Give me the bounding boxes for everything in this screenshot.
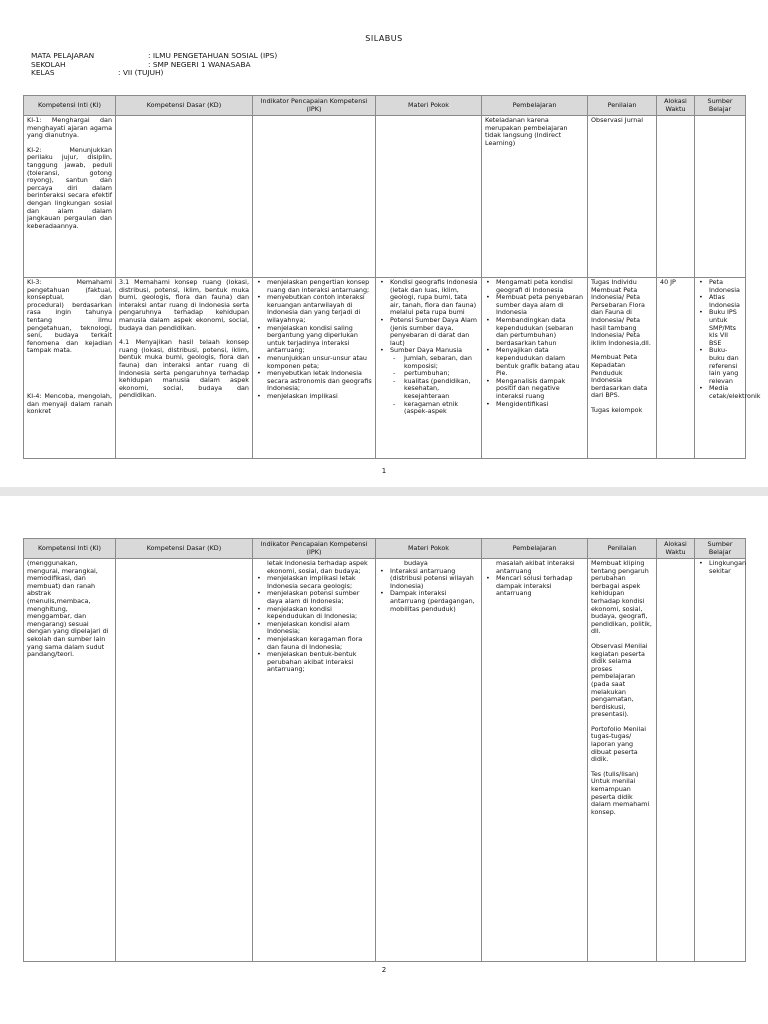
ki-2-text: KI-2: Menunjukkan perilaku jujur, disiplin, tanggung jawab, peduli (toleransi, gotong royong), santun dan percaya diri dalam berinteraksi secara efektif dengan lingkungan sosial dan alam dalam jangkauan pergaulan dan keberadaannya.: [27, 145, 112, 230]
header-ipk: Indikator Pencapaian Kompetensi (IPK): [253, 539, 376, 559]
pembelajaran-text: Keteladanan karena merupakan pembelajaran tidak langsung (Indirect Learning): [485, 116, 568, 147]
list-item: • menjelaskan implikasi: [267, 393, 372, 401]
cell-penilaian: [588, 116, 657, 278]
list-item-text: Sumber Daya Manusia: [390, 346, 463, 355]
ki-4-continued-text: (menggunakan, mengurai, merangkai, memodifikasi, dan membuat) dan ranah abstrak (menulis,membaca, menghitung, menggambar, dan mengarang) sesuai dengan yang dipelajari di sekolah dan sumber lain yang sama dalam sudut pandang/teori.: [27, 559, 109, 659]
cell-ipk: [253, 116, 376, 278]
meta-value: : SMP NEGERI 1 WANASABA: [148, 59, 251, 69]
cell-ipk: [253, 278, 376, 459]
header-kd: Kompetensi Dasar (KD): [116, 96, 253, 116]
list-item: • menjelaskan bentuk-bentuk perubahan akibat interaksi antarruang;: [267, 651, 372, 674]
cell-sumber: [695, 278, 761, 459]
meta-value: : VII (TUJUH): [118, 68, 164, 77]
ipk-continued-text: letak Indonesia terhadap aspek ekonomi, sosial, dan budaya;: [267, 559, 368, 575]
pembelajaran-continued-text: masalah akibat interaksi antarruang: [496, 559, 575, 575]
list-item: • menjelaskan kondisi kependudukan di Indonesia;: [267, 606, 372, 621]
list-item: • Buku IPS untuk SMP/Mts kls VII BSE: [709, 309, 742, 347]
materi-list: [379, 568, 478, 614]
list-item: • Mencari solusi terhadap dampak interaksi antarruang: [496, 575, 584, 598]
alokasi-text: 40 JP: [660, 278, 676, 286]
materi-continued-text: budaya: [404, 559, 428, 567]
penilaian-text: Portofolio Menilai tugas-tugas/ laporan yang dibuat peserta didik.: [591, 724, 646, 764]
ki-4-text: KI-4: Mencoba, mengolah, dan menyaji dalam ranah konkret: [27, 391, 112, 416]
cell-pembelajaran: [482, 559, 588, 962]
meta-key: KELAS: [31, 68, 55, 77]
list-item: • Peta Indonesia: [709, 279, 742, 294]
penilaian-text: Observasi Jurnal: [591, 116, 644, 124]
list-item: • Membuat peta penyebaran sumber daya alam di Indonesia: [496, 294, 584, 317]
meta-row: [31, 69, 277, 78]
list-item: • menyebutkan contoh interaksi keruangan antarwilayah di Indonesia dan yang terjadi di wilayahnya;: [267, 294, 372, 324]
sumber-list: [698, 278, 761, 401]
syllabus-table-page-1: [23, 95, 761, 459]
list-item: • Mengamati peta kondisi geografi di Indonesia: [496, 279, 584, 294]
penilaian-text: Tes (tulis/lisan) Untuk menilai kemampuan peserta didik dalam memahami konsep.: [591, 769, 650, 816]
page-number: 2: [381, 966, 387, 974]
table-header-row: [24, 539, 746, 559]
cell-alokasi: [657, 116, 695, 278]
cell-kd: [116, 116, 253, 278]
penilaian-text: Tugas Individu Membuat Peta Indonesia/ Peta Persebaran Flora dan Fauna di Indonesia/ Peta hasil tambang Indonesia/ Peta iklim Indonesia,dll.: [591, 278, 651, 347]
header-sumber: Sumber Belajar: [695, 539, 746, 559]
list-item: • Dampak interaksi antarruang (perdagangan, mobilitas penduduk): [390, 590, 478, 613]
document-meta: [31, 52, 277, 78]
table-header-row: [24, 96, 746, 116]
syllabus-table-page-2: [23, 538, 746, 962]
materi-sub-list: [390, 355, 478, 416]
meta-key: MATA PELAJARAN: [31, 51, 95, 60]
meta-value: : ILMU PENGETAHUAN SOSIAL (IPS): [148, 51, 278, 60]
list-item: • Atlas Indonesia: [709, 294, 742, 309]
list-item: • menjelaskan kondisi alam Indonesia;: [267, 621, 372, 636]
list-item: • menjelaskan pengertian konsep ruang dan interaksi antarruang;: [267, 279, 372, 294]
list-item: • menunjukkan unsur-unsur atau komponen peta;: [267, 355, 372, 370]
cell-ki: [24, 116, 116, 278]
list-item: • Kondisi geografis Indonesia (letak dan luas, iklim, geologi, rupa bumi, tata air, tanah, flora dan fauna) melalui peta rupa bumi: [390, 279, 478, 317]
header-penilaian: Penilaian: [588, 539, 657, 559]
cell-kd: [116, 559, 253, 962]
ki-3-text: KI-3: Memahami pengetahuan (faktual, konseptual, dan procedural) berdasarkan rasa ingin tahunya tentang ilmu pengetahuan, teknologi, seni, budaya terkait fenomena dan kejadian tampak mata.: [27, 278, 112, 355]
page-number: 1: [381, 467, 387, 475]
list-item: • menjelaskan potensi sumber daya alam di Indonesia;: [267, 590, 372, 605]
header-materi: Materi Pokok: [376, 96, 482, 116]
header-ki: Kompetensi Inti (KI): [24, 539, 116, 559]
cell-alokasi: [657, 278, 695, 459]
penilaian-text: Tugas kelompok: [591, 405, 643, 414]
cell-penilaian: [588, 278, 657, 459]
table-row: [24, 116, 746, 278]
list-item: • Menyajikan data kependudukan dalam bentuk grafik batang atau Pie.: [496, 347, 584, 377]
ipk-list: [256, 575, 372, 674]
ipk-list: [256, 279, 372, 401]
header-pembelajaran: Pembelajaran: [482, 539, 588, 559]
list-item: • Media cetak/elektronik: [709, 385, 742, 400]
header-materi: Materi Pokok: [376, 539, 482, 559]
header-alokasi: Alokasi Waktu: [657, 539, 695, 559]
header-ipk: Indikator Pencapaian Kompetensi (IPK): [253, 96, 376, 116]
list-item: • Buku-buku dan referensi lain yang relevan: [709, 347, 742, 385]
table-row: [24, 559, 746, 962]
header-ki: Kompetensi Inti (KI): [24, 96, 116, 116]
sub-list-item: - keragaman etnik (aspek-aspek: [404, 401, 478, 416]
list-item: • Interaksi antarruang (distribusi potensi wilayah Indonesia): [390, 568, 478, 591]
list-item: • Potensi Sumber Daya Alam (jenis sumber daya, penyebaran di darat dan laut): [390, 317, 478, 347]
pembelajaran-list: [485, 279, 584, 408]
materi-list: [379, 279, 478, 416]
meta-key: SEKOLAH: [31, 59, 66, 69]
list-item: • menjelaskan kondisi saling bergantung yang diperlukan untuk terjadinya interaksi antarruang;: [267, 325, 372, 355]
header-alokasi: Alokasi Waktu: [657, 96, 695, 116]
list-item: • Menganalisis dampak positif dan negative interaksi ruang: [496, 378, 584, 401]
kd-4-1-text: 4.1 Menyajikan hasil telaah konsep ruang (lokasi, distribusi, potensi, iklim, bentuk muka bumi, geologis, flora dan fauna) dan interaksi antar ruang di Indonesia serta pengaruhnya terhadap kehidupan manusia dalam aspek ekonomi, social, budaya dan pendidikan.: [119, 338, 249, 400]
document-page-2: [0, 496, 768, 1024]
cell-penilaian: [588, 559, 657, 962]
list-item: • menyebutkan letak Indonesia secara astronomis dan geografis Indonesia;: [267, 370, 372, 393]
list-item: • Lingkungan sekitar: [709, 560, 742, 575]
list-item: • Membandingkan data kependudukan (sebaran dan pertumbuhan) berdasarkan tahun: [496, 317, 584, 347]
header-penilaian: Penilaian: [588, 96, 657, 116]
kd-3-1-text: 3.1 Memahami konsep ruang (lokasi, distribusi, potensi, iklim, bentuk muka bumi, geologis, flora dan fauna) dan interaksi antar ruang di Indonesia serta pengaruhnya terhadap kehidupan manusia dalam aspek ekonomi, social, budaya dan pendidikan.: [119, 278, 249, 332]
cell-pembelajaran: [482, 278, 588, 459]
pembelajaran-list: [485, 575, 584, 598]
cell-ipk: [253, 559, 376, 962]
sub-list-item: - kualitas (pendidikan, kesehatan, kesejahteraan: [404, 378, 478, 401]
cell-ki: [24, 278, 116, 459]
list-item: • menjelaskan keragaman flora dan fauna di Indonesia;: [267, 636, 372, 651]
list-item: • menjelaskan implikasi letak Indonesia secara geologis;: [267, 575, 372, 590]
ki-1-text: KI-1: Menghargai dan menghayati ajaran agama yang dianutnya.: [27, 116, 112, 140]
header-pembelajaran: Pembelajaran: [482, 96, 588, 116]
cell-materi: [376, 278, 482, 459]
cell-ki: [24, 559, 116, 962]
document-title: SILABUS: [365, 34, 403, 43]
cell-pembelajaran: [482, 116, 588, 278]
cell-materi: [376, 559, 482, 962]
penilaian-text: Membuat Peta Kepadatan Penduduk Indonesia berdasarkan data dari BPS.: [591, 353, 648, 400]
cell-alokasi: [657, 559, 695, 962]
cell-sumber: [695, 116, 746, 278]
penilaian-text: Observasi Menilai kegiatan peserta didik selama proses pembelajaran (pada saat melakukan pengamatan, berdiskusi, presentasi).: [591, 641, 648, 719]
cell-kd: [116, 278, 253, 459]
table-row: [24, 278, 746, 459]
header-kd: Kompetensi Dasar (KD): [116, 539, 253, 559]
cell-sumber: [695, 559, 746, 962]
sub-list-item: - pertumbuhan;: [404, 370, 478, 378]
header-sumber: Sumber Belajar: [695, 96, 746, 116]
document-page-1: [0, 0, 768, 487]
sumber-list: [698, 559, 747, 575]
sub-list-item: - Jumlah, sebaran, dan komposisi;: [404, 355, 478, 370]
list-item: [390, 347, 478, 415]
cell-materi: [376, 116, 482, 278]
list-item: • Mengidentifikasi: [496, 401, 584, 409]
penilaian-text: Membuat kliping tentang pengaruh perubahan berbagai aspek kehidupan terhadap kondisi ekonomi, sosial, budaya, geografi, pendidikan, politik, dll.: [591, 559, 652, 636]
